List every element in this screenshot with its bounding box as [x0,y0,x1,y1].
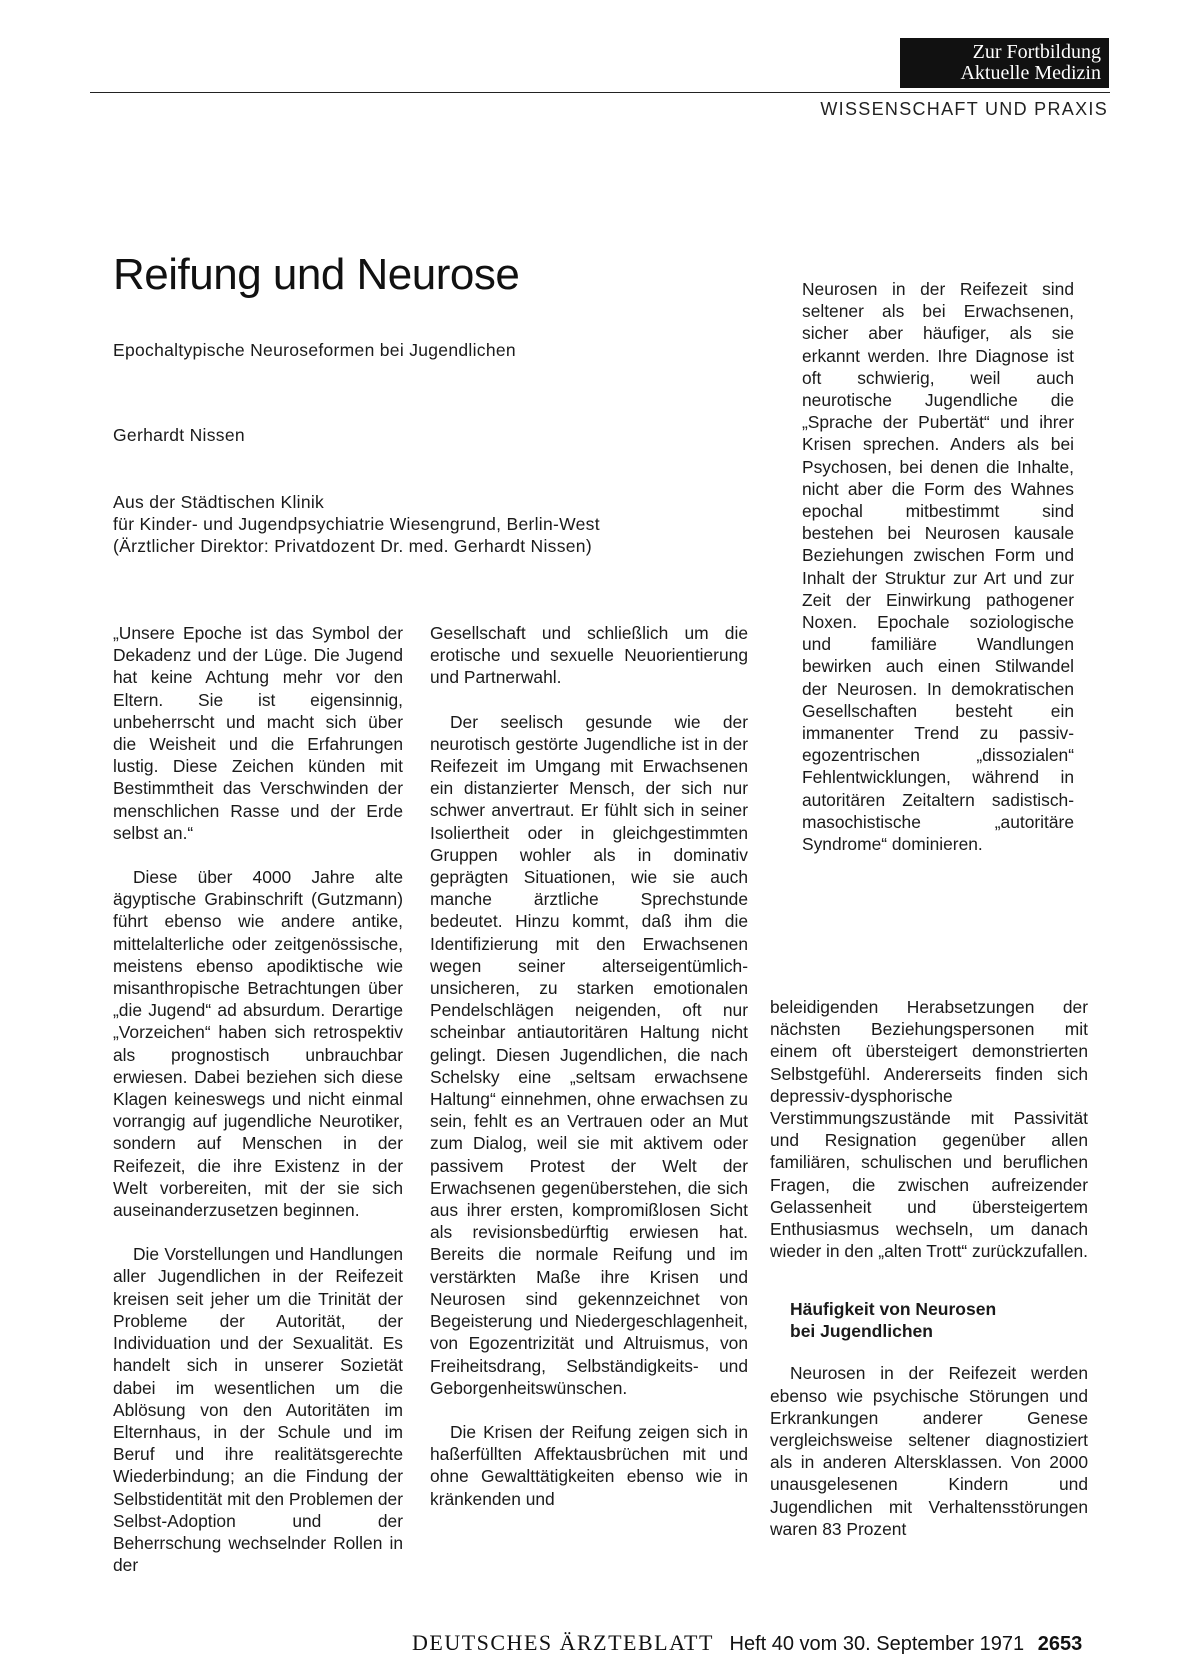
page-number: 2653 [1037,1633,1083,1655]
section-badge [900,38,1109,88]
header-rule [90,92,1110,93]
article-title: Reifung und Neurose [113,250,520,299]
affiliation-line: Aus der Städtischen Klinik [113,492,325,512]
affiliation-line: für Kinder- und Jugendpsychiatrie Wiesengrund, Berlin-West [113,514,600,534]
article-subtitle: Epochaltypische Neuroseformen bei Jugendlichen [113,340,516,360]
body-paragraph: Neurosen in der Reifezeit werden ebenso wie psychische Störungen und Erkrankungen anderer Genese vergleichsweise seltener diagnostiziert als in anderen Altersklassen. Von 2000 unausgelesenen Kindern und Jugendlichen mit Verhaltensstörungen waren 83 Prozent [770,1363,1088,1539]
issue-info: Heft 40 vom 30. September 1971 [729,1633,1025,1655]
body-paragraph: Gesellschaft und schließlich um die erotische und sexuelle Neuorientierung und Partnerwahl. [430,623,748,688]
page-footer [412,1630,1082,1656]
section-label: WISSENSCHAFT UND PRAXIS [820,99,1108,119]
summary-box [802,278,1074,877]
body-paragraph: Die Vorstellungen und Handlungen aller Jugendlichen in der Reifezeit kreisen seit jeher um die Trinität der Probleme der Autorität, der Individuation und der Sexualität. Es handelt sich in unserer Sozietät dabei im wesentlichen um die Ablösung von den Autoritäten im Elternhaus, in der Schule und im Beruf und ihre realitätsgerechte Wiederbindung; an die Findung der Selbstidentität mit den Problemen der Selbst-Adoption und der Beherrschung wechselnder Rollen in der [113,1244,404,1576]
body-paragraph: Der seelisch gesunde wie der neurotisch gestörte Jugendliche ist in der Reifezeit im Umgang mit Erwachsenen ein distanzierter Mensch, der sich nur schwer anvertraut. Er fühlt sich in seiner Isoliertheit oder in gleichgestimmten Gruppen wohler als in dominativ geprägten Situationen, wie sie auch manche ärztliche Sprechstunde bedeutet. Hinzu kommt, daß ihm die Identifizierung mit den Erwachsenen wegen seiner alterseigentümlich-unsicheren, zu starken emotionalen Pendelschlägen neigenden, oft nur scheinbar antiautoritären Haltung nicht gelingt. Diesen Jugendlichen, die nach Schelsky eine „seltsam erwachsene Haltung“ einnehmen, ohne erwachsen zu sein, fehlt es an Vertrauen oder an Mut zum Dialog, weil sie mit aktivem oder passivem Protest der Welt der Erwachsenen gegenüberstehen, die sich aus ihrer ersten, kompromißlosen Sicht als revisionsbedürftig erwiesen hat. Bereits die normale Reifung und im verstärkten Maße ihre Krisen und Neurosen sind gekennzeichnet von Begeisterung und Niedergeschlagenheit, von Egozentrizität und Altruismus, von Freiheitsdrang, Selbständigkeits- und Geborgenheitswünschen. [430,711,748,1398]
article-author: Gerhardt Nissen [113,425,245,445]
section-heading [770,1298,1088,1342]
heading-line: bei Jugendlichen [790,1321,933,1342]
summary-text: Neurosen in der Reifezeit sind seltener als bei Erwachsenen, sicher aber häufiger, als sie erkannt werden. Ihre Diagnose ist oft schwierig, weil auch neurotische Jugendliche die „Sprache der Pubertät“ und ihrer Krisen sprechen. Anders als bei Psychosen, bei denen die Inhalte, nicht aber die Form des Wahnes epochal mitbestimmt sind bestehen bei Neurosen kausale Beziehungen zwischen Form und Inhalt der Struktur zur Art und zur Zeit der Einwirkung pathogener Noxen. Epochale soziologische und familiäre Wandlungen bewirken auch einen Stilwandel der Neurosen. In demokratischen Gesellschaften besteht ein immanenter Trend zu passiv-egozentrischen „dissozialen“ Fehlentwicklungen, während in autoritären Zeitaltern sadistisch-masochistische „autoritäre Syndrome“ dominieren. [802,279,1074,855]
body-paragraph: Die Krisen der Reifung zeigen sich in haßerfüllten Affektausbrüchen mit und ohne Gewalttätigkeiten ebenso wie in kränkenden und [430,1421,748,1509]
text-column-2 [430,622,748,1532]
body-paragraph: Diese über 4000 Jahre alte ägyptische Grabinschrift (Gutzmann) führt ebenso wie andere antike, mittelalterliche oder zeitgenössische, meistens ebenso apodiktische wie misanthropische Betrachtungen über „die Jugend“ ad absurdum. Derartige „Vorzeichen“ haben sich retrospektiv als prognostisch unbrauchbar erwiesen. Dabei beziehen sich diese Klagen keineswegs und nicht einmal vorrangig auf jugendliche Neurotiker, sondern auf Menschen in der Reifezeit, die ihre Existenz in der Welt vorbereiten, mit der sie sich auseinanderzusetzen beginnen. [113,867,403,1221]
journal-name: DEUTSCHES ÄRZTEBLATT [412,1630,714,1655]
badge-line-1: Zur Fortbildung [972,41,1101,63]
epigraph-quote: „Unsere Epoche ist das Symbol der Dekadenz und der Lüge. Die Jugend hat keine Achtung mehr vor den Eltern. Sie ist eigensinnig, unbeherrscht und macht sich über die Weisheit und die Erfahrungen lustig. Diese Zeichen künden mit Bestimmtheit das Verschwinden der menschlichen Rasse und der Erde selbst an.“ [113,623,403,843]
text-column-1 [113,622,403,1598]
author-affiliation [113,491,600,557]
body-paragraph: beleidigenden Herabsetzungen der nächsten Beziehungspersonen mit einem oft übersteigert demonstrierten Selbstgefühl. Andererseits finden sich depressiv-dysphorische Verstimmungszustände mit Passivität und Resignation gegenüber allen familiären, schulischen und beruflichen Fragen, die zwischen aufreizender Gelassenheit und übersteigertem Enthusiasmus wechseln, um danach wieder in den „alten Trott“ zurückzufallen. [770,997,1089,1262]
affiliation-line: (Ärztlicher Direktor: Privatdozent Dr. med. Gerhardt Nissen) [113,536,592,556]
badge-line-2: Aktuelle Medizin [960,62,1101,84]
heading-line: Häufigkeit von Neurosen [790,1299,997,1320]
text-column-3 [770,996,1088,1562]
